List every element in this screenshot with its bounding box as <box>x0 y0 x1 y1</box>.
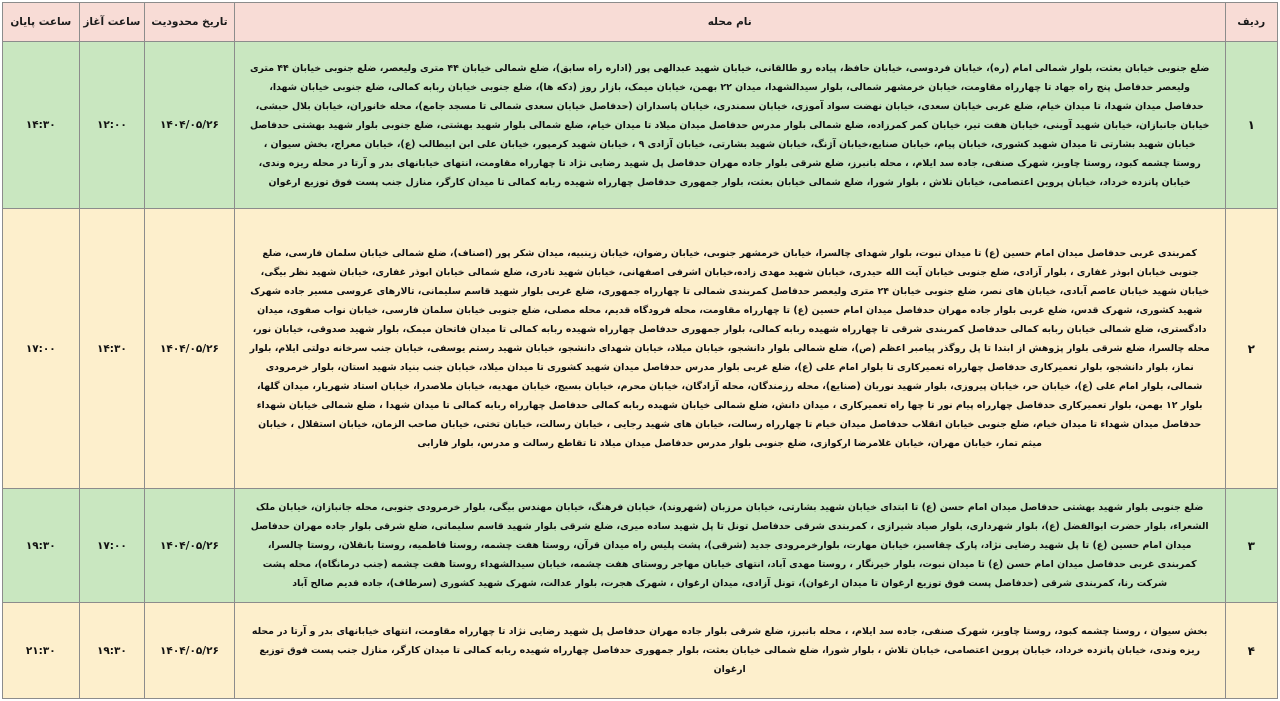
table-row <box>3 489 1278 603</box>
neighborhood-list <box>234 489 1225 603</box>
outage-schedule-table-wrap <box>2 2 1278 699</box>
header-end-time: ساعت پایان <box>3 3 80 42</box>
end-time: ۱۴:۳۰ <box>3 42 80 209</box>
table-row <box>3 603 1278 699</box>
neighborhood-list <box>234 209 1225 489</box>
outage-schedule-table <box>2 2 1278 699</box>
row-number: ۲ <box>1225 209 1277 489</box>
restriction-date: ۱۴۰۴/۰۵/۲۶ <box>145 603 235 699</box>
end-time: ۱۷:۰۰ <box>3 209 80 489</box>
header-row <box>3 3 1278 42</box>
neighborhood-text: ضلع جنوبی خیابان بعثت، بلوار شمالی امام (ره)، خیابان فردوسی، خیابان حافظ، پیاده رو طالقانی، خیابان شهید عبدالهی پور (اداره راه سابق)، ضلع شمالی خیابان ۴۴ متری ولیعصر، ضلع جنوبی خیابان ۴۴ متری ولیعصر حدفاصل پنج راه جهاد تا چهارراه مقاومت، خیابان خرمشهر شمالی، بلوار سیدالشهدا، میدان ۲۲ بهمن، خیابان میمک، بازار روز (دکه ها)، ضلع جنوبی خیابان ربابه کمالی، ضلع جنوبی خیابان شهدا، حدفاصل میدان شهدا، تا میدان خیام، ضلع غربی خیابان سعدی، خیابان نهضت سواد آموزی، خیابان سمندری، خیابان پاسداران (حدفاصل خیابان سعدی شمالی تا مسجد جامع)، محله خانوران، خیابان بلال حبشی، خیابان جانبازان، خیابان شهید آوینی، خیابان هفت تیر، خیابان کمر کمرزاده، ضلع شمالی بلوار مدرس حدفاصل میدان میلاد تا میدان خیام، ضلع شمالی بلوار شهید بهشتی، ضلع جنوبی بلوار شهید بهشتی حدفاصل خیابان شهید بشارتی تا میدان شهید کشوری، خیابان پیام، خیابان صنایع،خیابان آژنگ، خیابان شهید بشارتی، خیابان آزادی ۹ ، خیابان شهید کرمپور، خیابان علی ابن ابیطالب (ع)، خیابان معراج، بخش سیوان ، روستا چشمه کبود، روستا چاویز، شهرک صنفی، جاده سد ایلام، ، محله بانبرز، ضلع شرقی بلوار جاده مهران حدفاصل پل شهید رضایی نژاد تا چهارراه مقاومت، انتهای خیابانهای بدر و آرتا در محله ریزه وندی، خیابان پانزده خرداد، خیابان پروین اعتصامی، خیابان تلاش ، بلوار شورا، ضلع شمالی خیابان بعثت، بلوار جمهوری حدفاصل چهارراه شهیده ربابه کمالی تا میدان کارگر، منازل جنب پست فوق توزیع ارغوان <box>249 62 1210 188</box>
row-number: ۴ <box>1225 603 1277 699</box>
restriction-date: ۱۴۰۴/۰۵/۲۶ <box>145 489 235 603</box>
neighborhood-list <box>234 42 1225 209</box>
start-time: ۱۴:۳۰ <box>79 209 145 489</box>
restriction-date: ۱۴۰۴/۰۵/۲۶ <box>145 209 235 489</box>
header-start-time: ساعت آغاز <box>79 3 145 42</box>
header-date: تاریخ محدودیت <box>145 3 235 42</box>
row-number: ۳ <box>1225 489 1277 603</box>
table-row <box>3 42 1278 209</box>
start-time: ۱۷:۰۰ <box>79 489 145 603</box>
neighborhood-text: بخش سیوان ، روستا چشمه کبود، روستا چاویز، شهرک صنفی، جاده سد ایلام، ، محله بانبرز، ضلع شرقی بلوار جاده مهران حدفاصل پل شهید رضایی نژاد تا چهارراه مقاومت، انتهای خیابانهای بدر و آرتا در محله ریزه وندی، خیابان پانزده خرداد، خیابان پروین اعتصامی، خیابان تلاش ، بلوار شورا، ضلع شمالی خیابان بعثت، بلوار جمهوری حدفاصل چهارراه شهیده ربابه کمالی تا میدان کارگر، منازل جنب پست فوق توزیع ارغوان <box>251 626 1208 675</box>
restriction-date: ۱۴۰۴/۰۵/۲۶ <box>145 42 235 209</box>
end-time: ۲۱:۳۰ <box>3 603 80 699</box>
start-time: ۱۲:۰۰ <box>79 42 145 209</box>
header-neighborhood: نام محله <box>234 3 1225 42</box>
end-time: ۱۹:۳۰ <box>3 489 80 603</box>
neighborhood-text: کمربندی غربی حدفاصل میدان امام حسین (ع) تا میدان نبوت، بلوار شهدای چالسرا، خیابان خرمشهر جنوبی، خیابان رضوان، خیابان زینبیه، میدان شکر پور (اصناف)، ضلع شمالی خیابان سلمان فارسی، ضلع جنوبی خیابان ابوذر غفاری ، بلوار آزادی، ضلع جنوبی خیابان آیت الله حیدری، خیابان شهید مهدی زاده،خیابان اشرفی اصفهانی، خیابان شهید نادری، ضلع شمالی خیابان ابوذر غفاری، خیابان شهید نظر بیگی، خیابان شهید خیابان عاصم آبادی، خیابان های نصر، ضلع جنوبی خیابان ۲۴ متری ولیعصر حدفاصل کمربندی شمالی تا چهارراه جمهوری، ضلع غربی بلوار شهید قاسم سلیمانی، تالارهای عروسی مسیر جاده شهرک شهید کشوری، شهرک قدس، ضلع غربی بلوار جاده مهران حدفاصل میدان امام حسین (ع) تا چهارراه مقاومت، محله فرودگاه قدیم، محله مصلی، ضلع جنوبی خیابان سلمان فارسی، خیابان نواب صفوی، میدان دادگستری، ضلع شمالی خیابان ربابه کمالی حدفاصل کمربندی شرقی تا چهارراه شهیده ربابه کمالی، بلوار جمهوری حدفاصل چهارراه شهیده ربابه کمالی تا میدان فاتحان میمک، بلوار شهید صدوقی، خیابان نور، محله چالسرا، ضلع شرقی بلوار پژوهش از ابتدا تا پل روگذر پیامبر اعظم (ص)، ضلع شمالی بلوار دانشجو، خیابان میلاد، خیابان شهدای دانشجو، خیابان شهید رستم یوسفی، خیابان جنب سرخانه دولتی ایلام، بلوار نماز، بلوار دانشجو، بلوار تعمیرکاری حدفاصل چهارراه تعمیرکاری تا بلوار امام علی (ع)، ضلع غربی بلوار مدرس حدفاصل میدان شهید کشوری تا میدان میلاد، خیابان جنب بنیاد شهید استان، بلوار خرمرودی شمالی، بلوار امام علی (ع)، خیابان حر، خیابان پیروزی، بلوار شهید نوریان (صنایع)، محله رزمندگان، محله آزادگان، خیابان محرم، خیابان بسیج، خیابان مهدیه، خیابان ملاصدرا، خیابان استاد شهریار، میدان گلها، بلوار ۱۲ بهمن، بلوار تعمیرکاری حدفاصل چهارراه پیام نور تا چها راه تعمیرکاری ، میدان دانش، ضلع شمالی خیابان شهیده ربابه کمالی حدفاصل چهارراه ربابه کمالی تا میدان شهدا ، ضلع شمالی خیابان شهداء حدفاصل میدان شهداء تا میدان خیام، ضلع جنوبی خیابان انقلاب حدفاصل میدان خیام تا چهارراه رسالت، خیابان های شهید رجایی ، خیابان رسالت، خیابان تختی، خیابان صاحب الزمان، خیابان استقلال ، خیابان میثم تمار، خیابان مهران، خیابان غلامرضا ارکوازی، ضلع جنوبی بلوار مدرس حدفاصل میدان میلاد تا تقاطع رسالت و مدرس، بلوار فارابی <box>249 248 1210 449</box>
header-row-number: ردیف <box>1225 3 1277 42</box>
neighborhood-list <box>234 603 1225 699</box>
start-time: ۱۹:۳۰ <box>79 603 145 699</box>
neighborhood-text: ضلع جنوبی بلوار شهید بهشتی حدفاصل میدان امام حسن (ع) تا ابتدای خیابان شهید بشارتی، خیابان مرزبان (شهروند)، خیابان فرهنگ، خیابان مهندس بیگی، بلوار خرمرودی جنوبی، محله جانبازان، خیابان ملک الشعراء، بلوار حضرت ابوالفضل (ع)، بلوار شهرداری، بلوار صیاد شیرازی ، کمربندی شرقی حدفاصل تونل تا پل شهید ساده میری، ضلع شرقی بلوار شهید قاسم سلیمانی، ضلع شرقی بلوار جاده مهران حدفاصل میدان امام حسین (ع) تا پل شهید رضایی نژاد، پارک چقاسبز، خیابان مهارت، بلوارخرمرودی جدید (شرقی)، پشت پلیس راه میدان قرآن، روستا هفت چشمه، روستا فاطمیه، روستا بانقلان، روستا چالسرا، کمربندی غربی حدفاصل میدان امام حسن (ع) تا میدان نبوت، بلوار خیرنگار ، روستا مهدی آباد، انتهای خیابان مهاجر روستای هفت چشمه، خیابان سیدالشهداء روستا هفت چشمه (جنب درمانگاه)، محله پشت شرکت رنا، کمربندی شرقی (حدفاصل پست فوق توزیع ارغوان تا میدان ارغوان)، تونل آزادی، میدان ارغوان ، شهرک هجرت، بلوار عدالت، شهرک شهید کشوری (سرطاف)، جاده قدیم صالح آباد <box>250 502 1209 589</box>
row-number: ۱ <box>1225 42 1277 209</box>
table-row <box>3 209 1278 489</box>
